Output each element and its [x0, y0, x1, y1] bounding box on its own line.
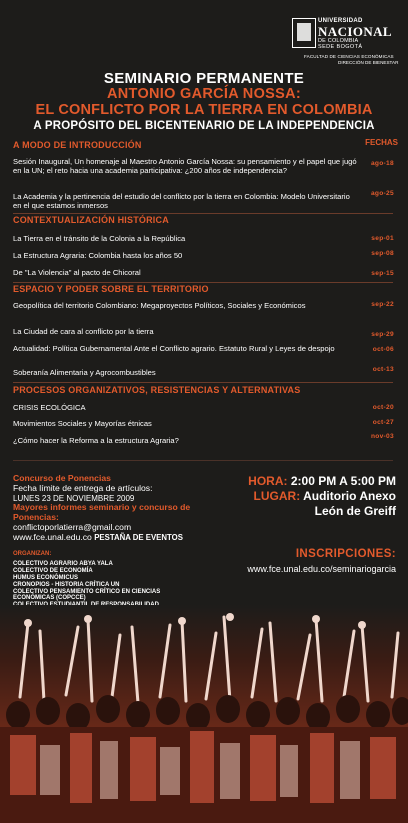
- contest-web-link[interactable]: www.fce.unal.edu.co: [13, 531, 92, 542]
- session-row: Geopolítica del territorio Colombiano: Megaproyectos Políticos, Sociales y Económicos: [13, 301, 306, 310]
- university-logo: [292, 18, 400, 66]
- contest-web-tab: PESTAÑA DE EVENTOS: [94, 532, 183, 542]
- contest-info-label: Mayores informes seminario y concurso de Ponencias:: [13, 502, 191, 523]
- session-date: ago-18: [370, 160, 394, 167]
- contest-deadline-date: LUNES 23 DE NOVIEMBRE 2009: [13, 493, 135, 503]
- logo-line-1: UNIVERSIDAD: [318, 18, 363, 24]
- contest-email-link[interactable]: conflictoporlatierra@gmail.com: [13, 521, 132, 532]
- session-date: sep-22: [371, 301, 394, 308]
- divider: [13, 282, 393, 283]
- logo-line-3: DE COLOMBIA: [318, 38, 359, 44]
- contest-block: [13, 474, 225, 543]
- title-antonio-garcia: ANTONIO GARCÍA NOSSA:: [107, 86, 301, 102]
- lugar-value-2: León de Greiff: [314, 504, 396, 518]
- logo-line-2: NACIONAL: [318, 24, 392, 39]
- lugar-label: LUGAR:: [253, 489, 301, 503]
- session-row: La Ciudad de cara al conflicto por la tierra: [13, 327, 154, 336]
- title-seminario: SEMINARIO PERMANENTE: [103, 70, 305, 87]
- session-row: Movimientos Sociales y Mayorías étnicas: [13, 419, 152, 428]
- title-conflicto: EL CONFLICTO POR LA TIERRA EN COLOMBIA: [35, 102, 373, 118]
- hora-label: HORA:: [248, 474, 288, 488]
- organizer-item: COLECTIVO PENSAMIENTO CRÍTICO EN CIENCIAS: [13, 588, 161, 595]
- session-row: CRISIS ECOLÓGICA: [13, 403, 86, 412]
- session-date: sep-29: [371, 331, 394, 338]
- organizer-item: CRONOPIOS - HISTORIA CRÍTICA UN: [13, 581, 120, 588]
- fechas-header: FECHAS: [365, 138, 398, 147]
- inscripciones-label: INSCRIPCIONES:: [295, 548, 396, 560]
- contest-title: Concurso de Ponencias: [13, 473, 111, 483]
- divider: [13, 460, 393, 461]
- session-row: La Estructura Agraria: Colombia hasta los años 50: [13, 251, 183, 260]
- organizer-item: HUMUS ECONÓMICUS: [13, 574, 79, 581]
- session-row: La Academia y la pertinencia del estudio del conflicto por la tierra en Colombia: Modelo Universitario en el que estamos inmersos: [13, 192, 350, 211]
- university-seal-icon: [292, 18, 316, 48]
- divider: [13, 213, 393, 214]
- inscripciones-block: [247, 548, 396, 574]
- session-date: sep-01: [371, 235, 394, 242]
- session-date: oct-13: [372, 366, 394, 373]
- logo-line-4: SEDE BOGOTÁ: [318, 44, 363, 50]
- hora-value: 2:00 PM A 5:00 PM: [290, 474, 396, 488]
- session-date: oct-27: [372, 419, 394, 426]
- contest-web-line: [13, 533, 225, 543]
- logo-line-5: FACULTAD DE CIENCIAS ECONÓMICAS: [304, 54, 394, 59]
- session-row: Sesión Inaugural, Un homenaje al Maestro Antonio García Nossa: su pensamiento y el papel que jugó en la UN; el reto hacia una academia participativa: ¿200 años de independencia?: [13, 157, 357, 176]
- session-row: ¿Cómo hacer la Reforma a la estructura Agraria?: [13, 436, 179, 445]
- session-date: oct-06: [372, 346, 394, 353]
- organizer-item: COLECTIVO DE ECONOMÍA: [13, 567, 93, 574]
- section-espacio-poder: ESPACIO Y PODER SOBRE EL TERRITORIO: [13, 284, 209, 294]
- organizers-label: ORGANIZAN:: [13, 551, 52, 557]
- session-date: nov-03: [370, 433, 394, 440]
- session-row: La Tierra en el tránsito de la Colonia a la República: [13, 234, 186, 243]
- session-date: ago-25: [370, 190, 394, 197]
- session-row: De "La Violencia" al pacto de Chicoral: [13, 268, 141, 277]
- organizer-item: ECONÓMICAS (COPCCE): [13, 595, 86, 602]
- contest-deadline-label: Fecha límite de entrega de artículos:: [13, 482, 153, 493]
- session-date: sep-15: [371, 270, 394, 277]
- session-date: sep-08: [371, 250, 394, 257]
- section-introduccion: A MODO DE INTRODUCCIÓN: [13, 140, 142, 150]
- inscripciones-link[interactable]: www.fce.unal.edu.co/seminariogarcia: [247, 564, 396, 574]
- session-row: Actualidad: Política Gubernamental Ante el Conflicto agrario. Estatuto Rural y Leyes de despojo: [13, 344, 335, 353]
- lugar-value-1: Auditorio Anexo: [303, 489, 396, 503]
- session-date: oct-20: [372, 404, 394, 411]
- logo-line-6: DIRECCIÓN DE BIENESTAR: [338, 60, 399, 65]
- divider: [13, 382, 393, 383]
- session-row: Soberanía Alimentaria y Agrocombustibles: [13, 368, 156, 377]
- crowd-photo: [0, 605, 408, 823]
- section-contextualizacion: CONTEXTUALIZACIÓN HISTÓRICA: [13, 215, 169, 225]
- organizer-item: COLECTIVO AGRARIO ABYA YALA: [13, 560, 113, 567]
- section-procesos: PROCESOS ORGANIZATIVOS, RESISTENCIAS Y ALTERNATIVAS: [13, 385, 301, 395]
- schedule-block: [248, 474, 396, 519]
- subtitle-bicentenario: A PROPÓSITO DEL BICENTENARIO DE LA INDEPENDENCIA: [33, 120, 375, 132]
